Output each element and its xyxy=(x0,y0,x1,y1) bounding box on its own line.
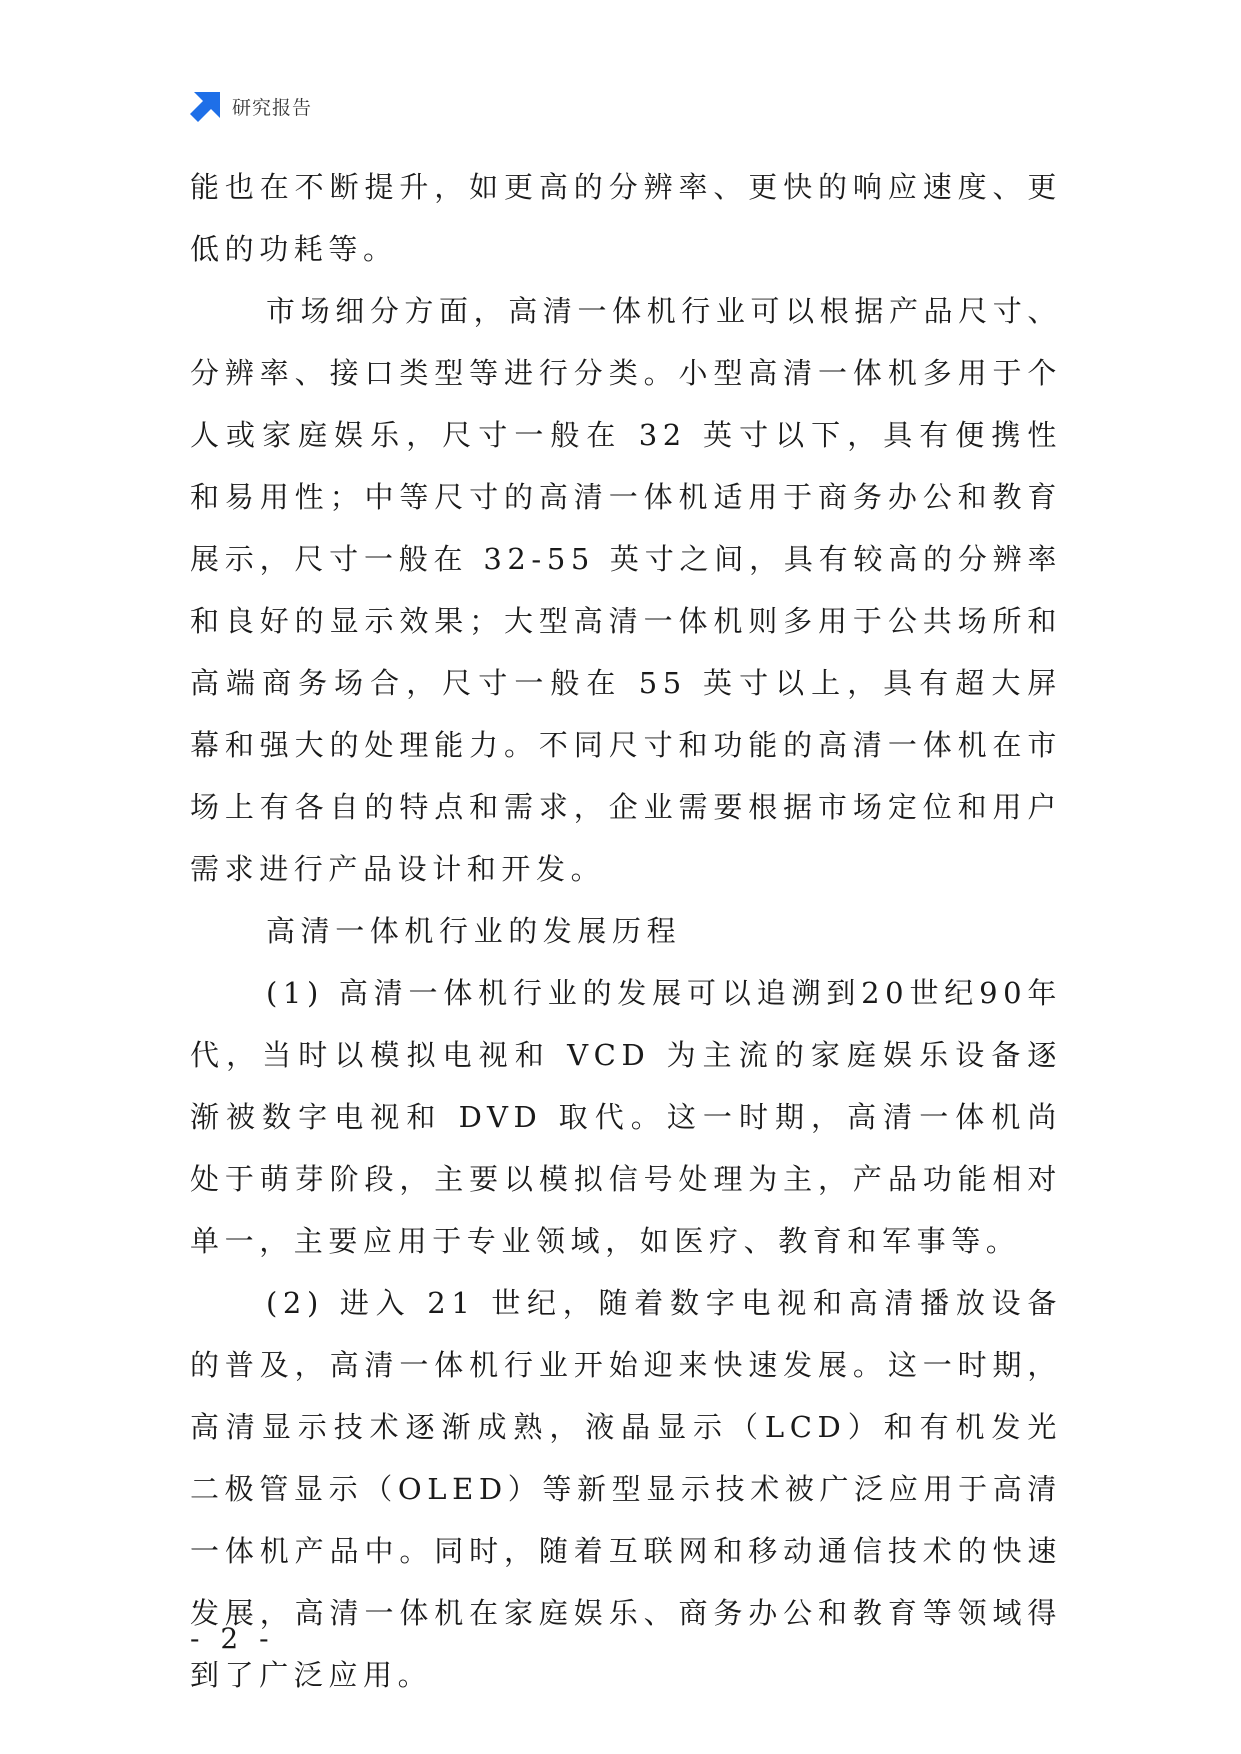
paragraph-history-2: (2) 进入 21 世纪，随着数字电视和高清播放设备的普及，高清一体机行业开始迎来快速发展。这一时期，高清显示技术逐渐成熟，液晶显示（LCD）和有机发光二极管显示（OLED）等新型显示技术被广泛应用于高清一体机产品中。同时，随着互联网和移动通信技术的快速发展，高清一体机在家庭娱乐、商务办公和教育等领域得到了广泛应用。 xyxy=(190,1286,1062,1692)
arrow-up-right-logo-icon xyxy=(190,90,222,122)
paragraph-history-1: (1) 高清一体机行业的发展可以追溯到20世纪90年代，当时以模拟电视和 VCD 为主流的家庭娱乐设备逐渐被数字电视和 DVD 取代。这一时期，高清一体机尚处于萌芽阶段，主要以模拟信号处理为主，产品功能相对单一，主要应用于专业领域，如医疗、教育和军事等。 xyxy=(190,976,1062,1258)
paragraph-continuation: 能也在不断提升，如更高的分辨率、更快的响应速度、更低的功耗等。 xyxy=(190,170,1062,266)
document-body xyxy=(190,156,1062,1706)
section-heading: 高清一体机行业的发展历程 xyxy=(266,914,682,948)
paragraph-market-segmentation: 市场细分方面，高清一体机行业可以根据产品尺寸、分辨率、接口类型等进行分类。小型高清一体机多用于个人或家庭娱乐，尺寸一般在 32 英寸以下，具有便携性和易用性；中等尺寸的高清一体机适用于商务办公和教育展示，尺寸一般在 32-55 英寸之间，具有较高的分辨率和良好的显示效果；大型高清一体机则多用于公共场所和高端商务场合，尺寸一般在 55 英寸以上，具有超大屏幕和强大的处理能力。不同尺寸和功能的高清一体机在市场上有各自的特点和需求，企业需要根据市场定位和用户需求进行产品设计和开发。 xyxy=(190,294,1062,886)
header-title: 研究报告 xyxy=(232,96,313,119)
page-number: - 2 - xyxy=(190,1622,275,1655)
page-header xyxy=(190,88,312,124)
